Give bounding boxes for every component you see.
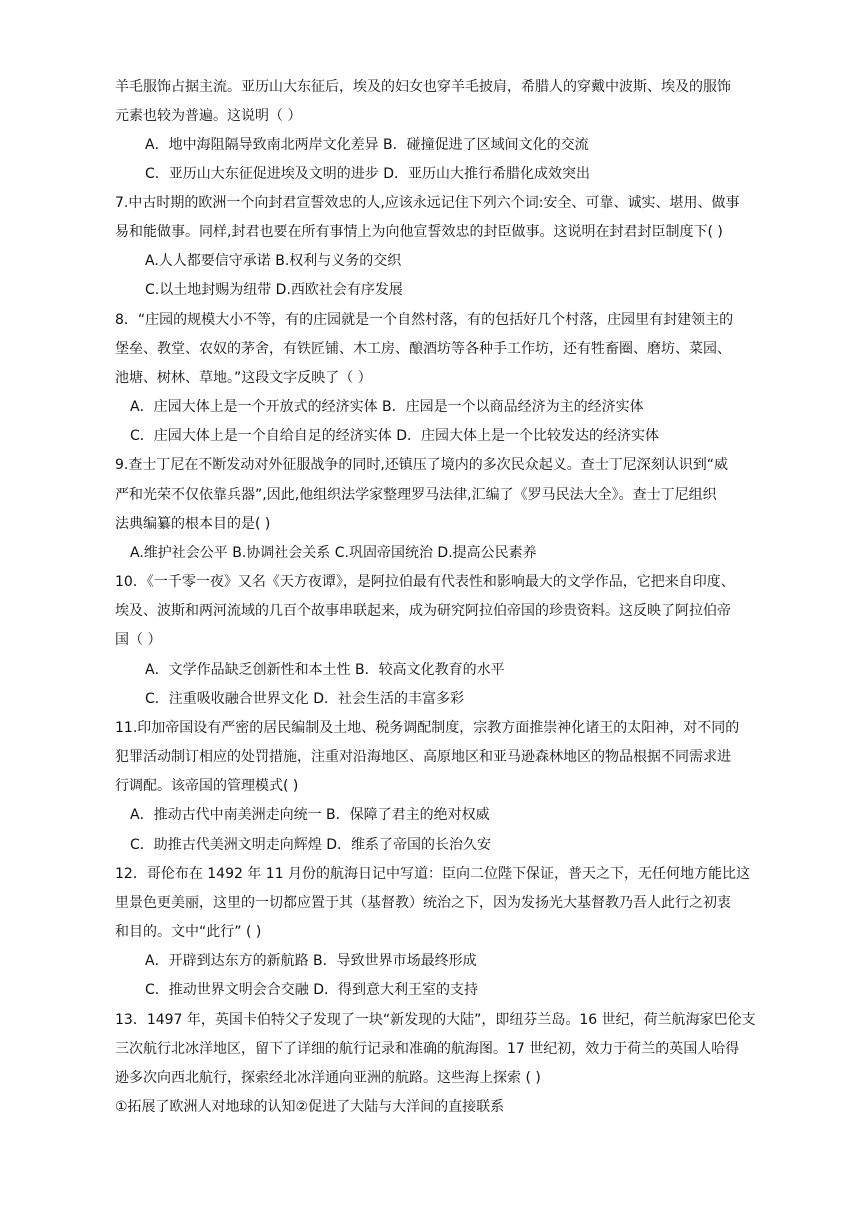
option-line: C．助推古代美洲文明走向辉煌 D．维系了帝国的长治久安	[130, 837, 492, 853]
text-line: 池塘、树林、草地。”这段文字反映了（ ）	[115, 370, 372, 386]
text-line: 犯罪活动制订相应的处罚措施，注重对沿海地区、高原地区和亚马逊森林地区的物品根据不同需求进	[115, 749, 731, 765]
text-line: 国（ ）	[115, 632, 162, 648]
option-line: C．亚历山大东征促进埃及文明的进步 D．亚历山大推行希腊化成效突出	[145, 166, 591, 182]
option-line: A．地中海阻隔导致南北两岸文化差异 B．碰撞促进了区域间文化的交流	[145, 137, 589, 153]
text-line: 严和光荣不仅依靠兵器”,因此,他组织法学家整理罗马法律,汇编了《罗马民法大全》。查士丁尼组织	[115, 487, 717, 503]
question-11: 11.印加帝国设有严密的居民编制及土地、税务调配制度，宗教方面推崇神化诸王的太阳神，对不同的	[115, 720, 740, 736]
option-line: A．推动古代中南美洲走向统一 B．保障了君主的绝对权威	[130, 807, 490, 823]
text-line: 行调配。该帝国的管理模式( )	[115, 778, 299, 794]
question-13: 13．1497 年，英国卡伯特父子发现了一块“新发现的大陆”，即纽芬兰岛。16 世纪，荷兰航海家巴伦支	[115, 1012, 756, 1028]
text-line: 元素也较为普遍。这说明（ ）	[115, 108, 302, 124]
text-line: 埃及、波斯和两河流域的几百个故事串联起来，成为研究阿拉伯帝国的珍贵资料。这反映了阿拉伯帝	[115, 603, 731, 619]
question-7: 7.中古时期的欧洲一个向封君宣誓效忠的人,应该永远记住下列六个词:安全、可靠、诚实、堪用、做事	[115, 195, 740, 211]
question-8: 8．“庄园的规模大小不等，有的庄园就是一个自然村落，有的包括好几个村落，庄园里有封建领主的	[115, 312, 734, 328]
text-line: 三次航行北冰洋地区，留下了详细的航行记录和准确的航海图。17 世纪初，效力于荷兰的英国人哈得	[115, 1041, 740, 1057]
option-line: C．注重吸收融合世界文化 D．社会生活的丰富多彩	[145, 691, 465, 707]
text-line: 逊多次向西北航行，探索经北冰洋通向亚洲的航路。这些海上探索 ( )	[115, 1070, 541, 1086]
text-line: 羊毛服饰占据主流。亚历山大东征后，埃及的妇女也穿羊毛披肩，希腊人的穿戴中波斯、埃及的服饰	[115, 79, 731, 95]
text-line: 易和能做事。同样,封君也要在所有事情上为向他宣誓效忠的封臣做事。这说明在封君封臣制度下( )	[115, 224, 723, 240]
text-line: ①拓展了欧洲人对地球的认知②促进了大陆与大洋间的直接联系	[115, 1099, 505, 1115]
text-line: 和目的。文中“此行” ( )	[115, 924, 262, 940]
option-line: C．庄园大体上是一个自给自足的经济实体 D．庄园大体上是一个比较发达的经济实体	[130, 428, 660, 444]
question-9: 9.查士丁尼在不断发动对外征服战争的同时,还镇压了境内的多次民众起义。查士丁尼深刻认识到“威	[115, 457, 729, 473]
option-line: A.人人都要信守承诺 B.权利与义务的交织	[145, 253, 402, 269]
option-line: C.以土地封赐为纽带 D.西欧社会有序发展	[145, 282, 403, 298]
question-12: 12．哥伦布在 1492 年 11 月份的航海日记中写道：臣向二位陛下保证，普天之下，无任何地方能比这	[115, 866, 751, 882]
option-line: A．开辟到达东方的新航路 B．导致世界市场最终形成	[145, 953, 477, 969]
option-line: A．文学作品缺乏创新性和本土性 B．较高文化教育的水平	[145, 662, 505, 678]
question-10: 10．《一千零一夜》又名《天方夜谭》，是阿拉伯最有代表性和影响最大的文学作品，它把来自印度、	[115, 574, 735, 590]
text-line: 法典编纂的根本目的是( )	[115, 516, 271, 532]
text-line: 里景色更美丽，这里的一切都应置于其（基督教）统治之下，因为发扬光大基督教乃吾人此行之初衷	[115, 895, 731, 911]
option-line: A．庄园大体上是一个开放式的经济实体 B．庄园是一个以商品经济为主的经济实体	[130, 399, 644, 415]
text-line: 堡垒、教堂、农奴的茅舍，有铁匠铺、木工房、酿酒坊等各种手工作坊，还有牲畜圈、磨坊、菜园、	[115, 341, 731, 357]
option-line: A.维护社会公平 B.协调社会关系 C.巩固帝国统治 D.提高公民素养	[130, 545, 537, 561]
option-line: C．推动世界文明会合交融 D．得到意大利王室的支持	[145, 982, 479, 998]
